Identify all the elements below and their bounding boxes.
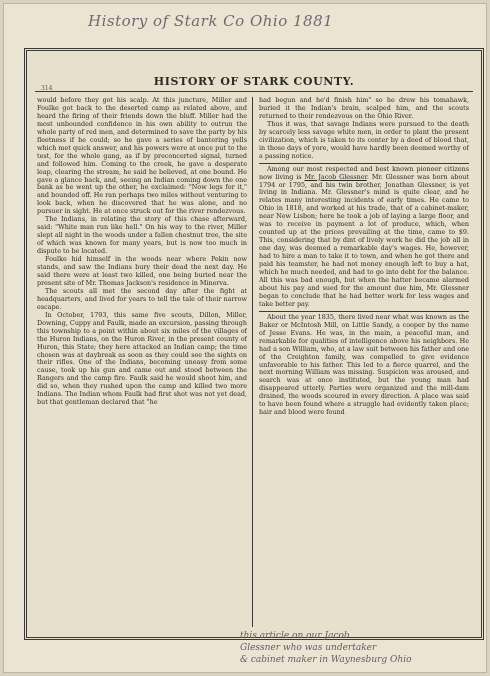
glessner-name-underlined: Mr. Jacob Glessner: [304, 172, 367, 181]
right-column: [259, 97, 469, 629]
glessner-text-before: Among our most respected and best known pioneer citizens now living is: [259, 164, 469, 181]
left-paragraph: The Indians, in relating the story of this chase afterward, said: "White man run like hell." On his way to the river, Miller slept all night in the woods under a fallen chestnut tree, the site of which was known for many years, but is now too much in dispute to be located.: [37, 215, 247, 256]
evans-paragraph: About the year 1835, there lived near what was known as the Baker or McIntosh Mill, on Little Sandy, a cooper by the name of Jesse Evans. He was, in the main, a peaceful man, and remarkable for qualities of intelligence above his neighbors. He had a son William, who, at a law suit between his father and one of the Creighton family, was compelled to give evidence unfavorable to his father. This led to a fierce quarrel, and the next morning William was missing. Suspicion was aroused, and search was at once instituted, but the young man had disappeared utterly. Parties were organized and the mill-dam drained, the woods scoured in every direction. A place was said to have been found where a struggle had evidently taken place; hair and blood were found: [259, 312, 469, 417]
left-paragraph: The scouts all met the second day after the fight at headquarters, and lived for years to tell the tale of their narrow escape.: [37, 286, 247, 311]
page-number: 314: [41, 85, 53, 92]
glessner-text-after: . Mr. Glessner was born about 1794 or 1795, and his twin brother, Jonathan Glessner, is yet living in Indiana. Mr. Glessner's mind is quite clear, and he relates many interesting incidents of early times. He came to Ohio in 1818, and worked at his trade, that of a cabinet-maker, near New Lisbon; here he took a job of laying a large floor, and was to receive in payment a lot of produce, which, when counted up at the prices prevailing at the time, came to $9. This, considering that by dint of lively work he did the job all in one day, was deemed a remarkable day's wages. He, however, had to hire a man to take it to town, and when he got there and paid his teamster, he had not money enough left to buy a hat, which he much needed, and had to go into debt for the balance. All this was bad enough, but when the hatter became alarmed about his pay and sued for the amount due him, Mr. Glessner began to conclude that he had better work for less wages and take better pay.: [259, 172, 469, 308]
handwritten-note-line: Glessner who was undertaker: [240, 643, 377, 653]
handwritten-note-line: this article on our Jacob: [240, 631, 350, 641]
left-paragraph: Foulke hid himself in the woods near where Pekin now stands, and saw the Indians bury their dead the next day. He said there were at least two killed, one being buried near the present site of Mr. Thomas Jackson's residence in Minerva.: [37, 255, 247, 287]
handwritten-note-line: & cabinet maker in Waynesburg Ohio: [240, 655, 412, 665]
column-divider: [252, 97, 253, 627]
running-header: HISTORY OF STARK COUNTY.: [153, 75, 355, 88]
header-rule: [35, 91, 473, 92]
left-paragraph: In October, 1793, this same five scouts, Dillon, Miller, Downing, Cuppy and Faulk, made an excursion, passing through this township to a point within about six miles of the villages of the Huron Indians, on the Huron River, in the present county of Huron, this State; they here attacked an Indian camp; the time chosen was at daybreak as soon as they could see the sights on their rifles. One of the Indians, becoming uneasy from some cause, took up his gun and came out and stood between the Rangers and the camp fire. Faulk said he would shoot him, and did so, when they rushed upon the camp and killed two more Indians. The Indian whom Faulk had first shot was not yet dead, but that gentleman declared that "he: [37, 310, 247, 407]
scrapbook-page: [3, 3, 487, 673]
left-paragraph: would before they got his scalp. At this juncture, Miller and Foulke got back to the deserted camp as related above, and heard the firing of their friends down the bluff. Miller had the most unbounded confidence in his own ability to outrun the whole party of red men, and determined to save the party by his fleetness if he could; so he gave a series of bantering yells which met quick answer, and his powers were at once put to the test, for the whole gang, as if by preconcerted signal, turned and followed him. Coming to the creek, he gave a desperate leap, clearing the stream, he said he believed, at one bound. He gave a glance back, and, seeing an Indian coming down the one bank as he went up the other, he exclaimed: "Now legs for it," and bounded off. He ran perhaps two miles without venturing to look back, when he discovered that he was alone, and no pursuer in sight. He at once struck out for the river rendezvous.: [37, 97, 247, 216]
right-paragraph: Thus it was, that savage Indians were pursued to the death by scarcely less savage white men, in order to plant the present civilization, which is taken to its center by a deed of blood that, in those days of yore, would have hardly been deemed worthy of a passing notice.: [259, 119, 469, 160]
glessner-paragraph: [259, 166, 469, 309]
right-paragraph: had begun and he'd finish him" so he drew his tomahawk, buried it the Indian's brain, scalped him, and the scouts returned to their rendezvous on the Ohio River.: [259, 97, 469, 120]
handwritten-title: History of Stark Co Ohio 1881: [88, 12, 334, 30]
section-separator: [259, 311, 469, 312]
newspaper-clipping: [24, 48, 484, 640]
left-column: [37, 97, 247, 629]
handwritten-note: [240, 630, 488, 666]
section-separator: [259, 163, 469, 164]
